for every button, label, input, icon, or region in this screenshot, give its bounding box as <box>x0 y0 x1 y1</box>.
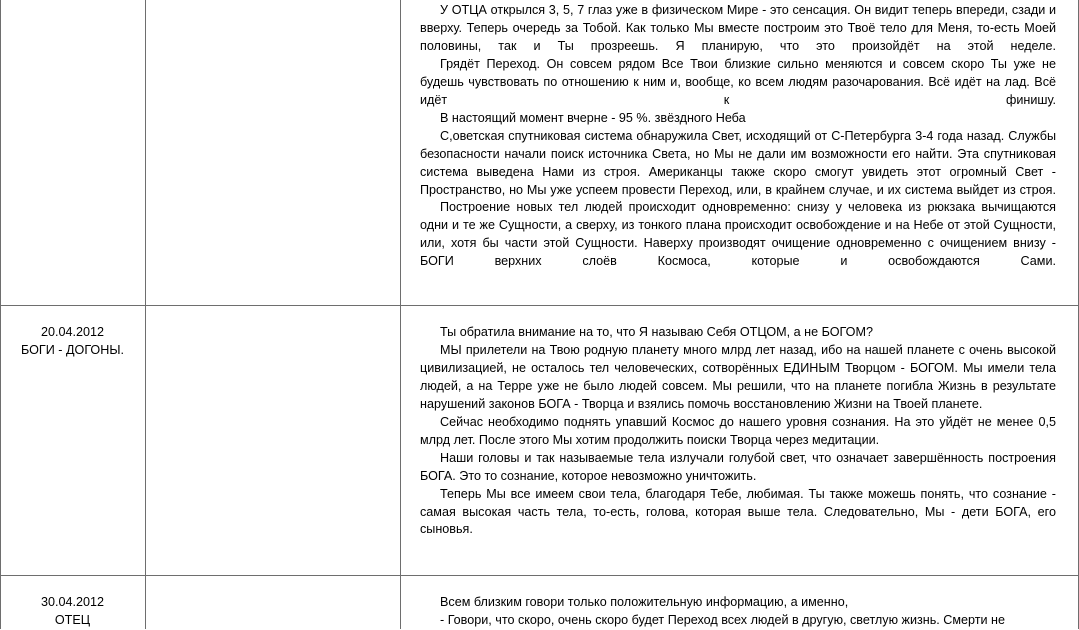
paragraph: Всем близким говори только положительную информацию, а именно, <box>440 595 849 609</box>
entry-date: 30.04.2012 <box>40 595 105 609</box>
column-divider-2 <box>400 0 401 629</box>
paragraph: Построение новых тел людей происходит одновременно: снизу у человека из рюкзака вычищаются одни и те же Сущности, а сверху, из тонкого плана происходит освобождение и на Небе от этой Сущности, или, хотя бы части этой Сущности. Наверху производят очищение одновременно с очищением внизу - БОГИ верхних слоёв Космоса, которые и освобождаются Сами. <box>420 200 1056 269</box>
row-divider-1 <box>0 305 1079 306</box>
column-divider-1 <box>145 0 146 629</box>
entry-title: БОГИ - ДОГОНЫ. <box>21 342 124 357</box>
entry-date: 20.04.2012 <box>40 325 105 339</box>
paragraph: Сейчас необходимо поднять упавший Космос до нашего уровня сознания. На это уйдёт не менее 0,5 млрд лет. После этого Мы хотим продолжить поиски Творца через медитации. <box>420 414 1056 447</box>
paragraph: У ОТЦА открылся 3, 5, 7 глаз уже в физическом Мире - это сенсация. Он видит теперь впереди, сзади и вверху. Теперь очередь за Тобой. Как только Мы вместе построим это Твоё тело для Меня, то-есть Моей половины, так и Ты прозреешь. Я планирую, что это произойдёт на этой неделе. <box>420 3 1056 53</box>
table-row <box>420 2 1056 271</box>
paragraph: Теперь Мы все имеем свои тела, благодаря Тебе, любимая. Ты также можешь понять, что сознание - самая высокая часть тела, то-есть, голова, которая выше тела. Следовательно, Мы - дети БОГА, его сыновья. <box>420 486 1056 537</box>
date-cell <box>0 324 145 360</box>
paragraph: В настоящий момент вчерне - 95 %. звёздного Неба <box>440 110 746 125</box>
table-row <box>420 594 1056 630</box>
paragraph: С,оветская спутниковая система обнаружила Свет, исходящий от С-Петербурга 3-4 года назад. Службы безопасности начали поиск источника Света, но Мы не дали им возможности его найти. Эта спутниковая система выведена Нами из строя. Американцы также скоро смогут увидеть этот огромный Свет - Пространство, но Мы уже успеем провести Переход, или, в крайнем случае, и их система выйдет из строя. <box>420 128 1056 197</box>
paragraph: Ты обратила внимание на то, что Я называю Себя ОТЦОМ, а не БОГОМ? <box>440 325 873 339</box>
paragraph: Грядёт Переход. Он совсем рядом Все Твои близкие сильно меняются и совсем скоро Ты уже не будешь чувствовать по отношению к ним и, вообще, ко всем людям разочарования. Всё идёт на лад. Всё идёт к финишу. <box>420 56 1056 107</box>
paragraph: Наши головы и так называемые тела излучали голубой свет, что означает завершённость построения БОГА. Это то сознание, которое невозможно уничтожить. <box>420 450 1056 483</box>
paragraph: МЫ прилетели на Твою родную планету много млрд лет назад, ибо на нашей планете с очень высокой цивилизацией, не осталось тел человеческих, сотворённых ЕДИНЫМ Творцом - БОГОМ. Мы имели тела людей, а на Терре уже не было людей совсем. Мы решили, что на планете погибла Жизнь в результате нарушений законов БОГА - Творца и взялись помочь восстановлению Жизни на Твоей планете. <box>420 342 1056 411</box>
entry-title: ОТЕЦ <box>54 612 91 627</box>
date-cell <box>0 594 145 630</box>
row-divider-2 <box>0 575 1079 576</box>
table-border-left <box>0 0 1 629</box>
table-row <box>420 324 1056 539</box>
paragraph: - Говори, что скоро, очень скоро будет Переход всех людей в другую, светлую жизнь. Смерти не <box>440 612 1006 627</box>
